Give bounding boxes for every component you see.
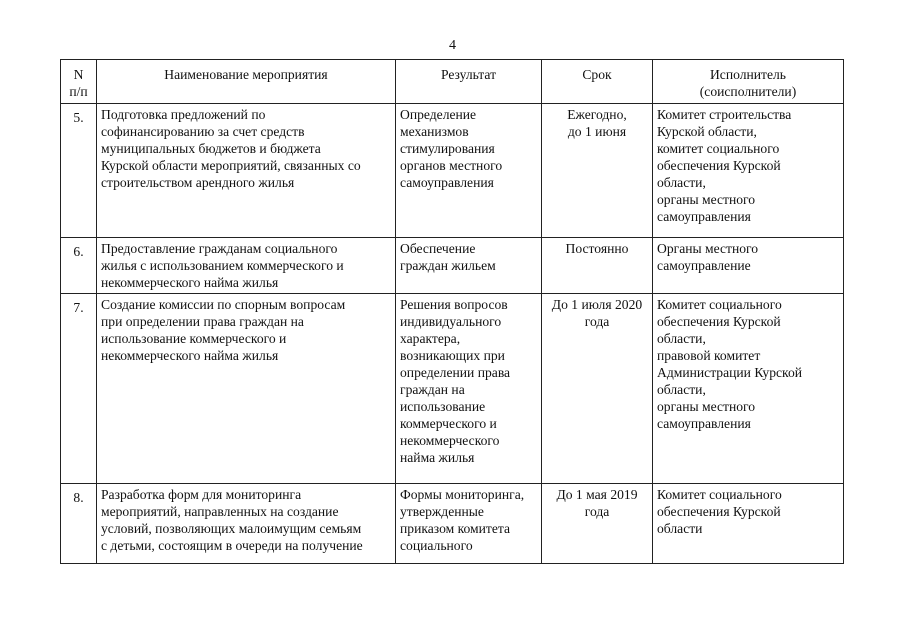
row-name: Подготовка предложений по софинансированию за счет средств муниципальных бюджетов и бюджета Курской области мероприятий, связанных со строительством арендного жилья: [97, 104, 396, 238]
table-row: [61, 484, 844, 564]
header-term: Срок: [542, 60, 653, 104]
row-name: Разработка форм для мониторинга мероприятий, направленных на создание условий, позволяющих малоимущим семьям с детьми, состоящим в очереди на получение: [97, 484, 396, 564]
measures-table: [60, 59, 844, 564]
row-name: Предоставление гражданам социального жилья с использованием коммерческого и некоммерческого найма жилья: [97, 238, 396, 294]
row-result: Определение механизмов стимулирования органов местного самоуправления: [396, 104, 542, 238]
page-number: 4: [449, 38, 456, 53]
row-name: Создание комиссии по спорным вопросам при определении права граждан на использование коммерческого и некоммерческого найма жилья: [97, 294, 396, 484]
table-row: [61, 294, 844, 484]
row-term: До 1 мая 2019 года: [542, 484, 653, 564]
row-result: Обеспечение граждан жильем: [396, 238, 542, 294]
row-executor: Комитет строительства Курской области, комитет социального обеспечения Курской области, органы местного самоуправления: [653, 104, 844, 238]
row-num: 8.: [61, 484, 97, 564]
row-num: 6.: [61, 238, 97, 294]
row-executor: Органы местного самоуправление: [653, 238, 844, 294]
header-num: N п/п: [61, 60, 97, 104]
table-header-row: [61, 60, 844, 104]
row-executor: Комитет социального обеспечения Курской области: [653, 484, 844, 564]
row-term: Ежегодно, до 1 июня: [542, 104, 653, 238]
header-name: Наименование мероприятия: [97, 60, 396, 104]
row-executor: Комитет социального обеспечения Курской области, правовой комитет Администрации Курской области, органы местного самоуправления: [653, 294, 844, 484]
header-executor: Исполнитель (соисполнители): [653, 60, 844, 104]
row-result: Решения вопросов индивидуального характера, возникающих при определении права граждан на использование коммерческого и некоммерческого найма жилья: [396, 294, 542, 484]
row-term: Постоянно: [542, 238, 653, 294]
header-result: Результат: [396, 60, 542, 104]
row-num: 5.: [61, 104, 97, 238]
row-term: До 1 июля 2020 года: [542, 294, 653, 484]
table-row: [61, 104, 844, 238]
row-result: Формы мониторинга, утвержденные приказом комитета социального: [396, 484, 542, 564]
row-num: 7.: [61, 294, 97, 484]
table-row: [61, 238, 844, 294]
